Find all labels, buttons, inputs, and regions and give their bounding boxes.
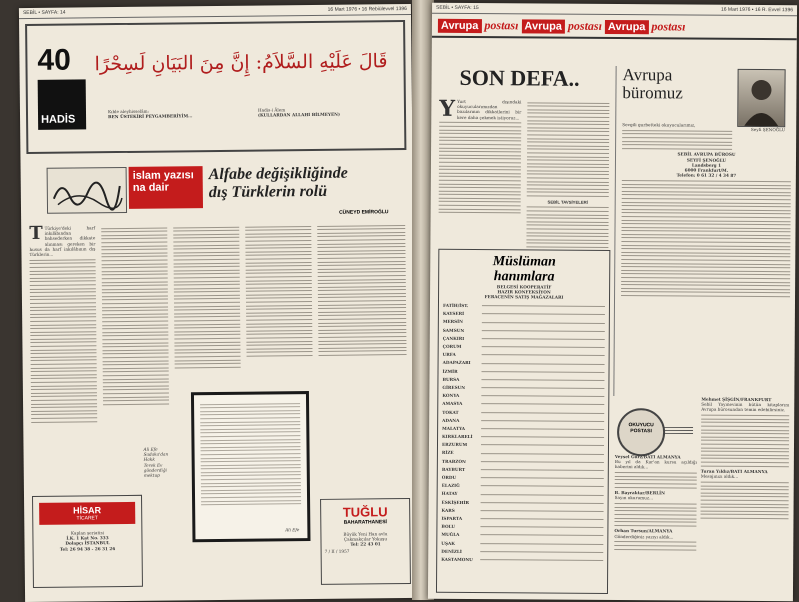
buromuz-address bbox=[622, 151, 791, 178]
drop-cap: T bbox=[29, 222, 43, 244]
city-address-line bbox=[480, 535, 603, 537]
letter-date: 7 / II / 1957 bbox=[324, 548, 350, 554]
city-name: BOLU bbox=[441, 523, 456, 530]
stamp-line1: OKUYUCU bbox=[628, 422, 654, 429]
son-defa-column-1 bbox=[439, 95, 522, 216]
hisar-ad-line1: Kaplan şeriatisi bbox=[70, 530, 105, 536]
left-caption-1: Kıble aleyhisselâm: bbox=[107, 108, 150, 115]
city-address-line bbox=[480, 526, 603, 528]
buromuz-title-1: Avrupa bbox=[622, 65, 673, 85]
city-name: RİZE bbox=[441, 450, 454, 456]
city-name: TRABZON bbox=[441, 458, 466, 464]
letter-handwriting bbox=[200, 403, 301, 506]
buromuz-phone: Telefon: 0 61 32 / 4 34 87 bbox=[676, 172, 737, 179]
hisar-ad bbox=[32, 495, 143, 588]
banner-word-2: postası bbox=[484, 18, 519, 33]
portrait-photo bbox=[737, 69, 785, 127]
letters-column-left bbox=[614, 454, 697, 553]
muslim-ad-list-title: FERACENİN SATIŞ MAĞAZALARI bbox=[484, 294, 564, 301]
buromuz-street: Landsberg 1 bbox=[691, 162, 722, 168]
tuglu-ad-line3: Tel: 22 43 01 bbox=[350, 541, 381, 548]
logo-black-block bbox=[38, 79, 87, 129]
city-list bbox=[441, 301, 605, 564]
city-name: ADANA bbox=[442, 417, 460, 423]
son-defa-column-2 bbox=[526, 99, 609, 250]
city-name: ESKİŞEHİR bbox=[441, 499, 470, 505]
city-address-line bbox=[481, 510, 604, 512]
city-name: ORDU bbox=[441, 474, 457, 480]
city-name: MERSİN bbox=[442, 319, 463, 325]
stamp-line2: POSTASI bbox=[630, 428, 652, 435]
side-note bbox=[144, 446, 184, 478]
city-name: GİRESUN bbox=[442, 384, 466, 390]
city-address-line bbox=[482, 305, 605, 307]
city-address-line bbox=[481, 395, 604, 397]
city-name: FATİH/İST. bbox=[442, 302, 469, 309]
city-address-line bbox=[481, 469, 604, 471]
city-name: KARS bbox=[441, 507, 455, 513]
city-address-line bbox=[481, 494, 604, 496]
article-badge: islam yazısı na dair bbox=[129, 166, 203, 209]
muslim-title-2: hanımlara bbox=[493, 269, 555, 285]
forty-hadith-logo bbox=[37, 43, 88, 140]
city-name: ÇORUM bbox=[442, 343, 462, 349]
buromuz-person: SEYFİ ŞENOĞLU bbox=[686, 157, 727, 163]
side-note-4: Terek Ev bbox=[143, 462, 163, 468]
banner-word-3: Avrupa bbox=[521, 19, 565, 33]
arabic-calligraphy: قَالَ عَلَيْهِ السَّلاَمُ: إِنَّ مِنَ البَيَانِ لَسِحْرًا bbox=[94, 50, 388, 76]
left-newspaper-page bbox=[19, 4, 417, 602]
city-address-line bbox=[481, 477, 604, 479]
city-address-line bbox=[482, 330, 605, 332]
tuglu-ad-sub: BAHARATHANESİ bbox=[343, 519, 387, 526]
city-address-line bbox=[480, 543, 603, 545]
right-header-left: SEBİL • SAYFA: 15 bbox=[436, 4, 479, 12]
city-address-line bbox=[482, 346, 605, 348]
hisar-ad-sub: TİCARET bbox=[76, 515, 98, 522]
son-defa-title: SON DEFA.. bbox=[459, 64, 580, 91]
article-author: CÜNEYD EMİROĞLU bbox=[339, 209, 389, 216]
hisar-ad-line4: Tel: 26 94 38 - 26 31 26 bbox=[59, 545, 116, 552]
left-caption-2: BEN ÜSTEKİRİ PEYGAMBERİYİM... bbox=[108, 113, 193, 120]
hisar-ad-line2: İ.K. 1 Kat No. 333 bbox=[66, 535, 109, 541]
letter-1-text: Bu yıl da Kur'an kursu açıldığı haberini aldık... bbox=[614, 459, 697, 470]
city-address-line bbox=[481, 428, 604, 430]
banner-word-1: Avrupa bbox=[438, 18, 482, 32]
city-name: MALATYA bbox=[442, 425, 466, 431]
city-address-line bbox=[481, 444, 604, 446]
side-note-2: Sadaka'dan bbox=[143, 451, 169, 457]
left-header-center: 16 Mart 1976 • 16 Rebiülevvel 1396 bbox=[327, 6, 407, 13]
city-address-line bbox=[481, 485, 604, 487]
city-name: İZMİR bbox=[442, 368, 458, 374]
letters-column-right bbox=[700, 397, 789, 522]
city-address-line bbox=[482, 313, 605, 315]
son-defa-dropcap: Y bbox=[439, 95, 456, 122]
letter-3-name: Turan Yıldız/BATI ALMANYA bbox=[700, 468, 768, 475]
letter-facsimile bbox=[191, 391, 311, 542]
letter-4-text: Gönderdiğiniz yazıyı aldık... bbox=[614, 533, 674, 539]
muslim-title-1: Müslüman bbox=[492, 254, 556, 270]
side-note-6: mektup bbox=[143, 472, 160, 478]
letter-0-name: Mehmet ŞİŞGİN/FRANKFURT bbox=[701, 396, 772, 403]
city-address-line bbox=[481, 436, 604, 438]
side-note-1: Ali Efe bbox=[143, 446, 158, 452]
city-name: SAMSUN bbox=[442, 327, 465, 333]
city-row bbox=[441, 555, 603, 564]
article-title-line1: Alfabe değişikliğinde bbox=[208, 164, 348, 184]
letter-2-text: Sayın okurumuz... bbox=[614, 495, 654, 501]
avrupa-postasi-banner bbox=[432, 14, 797, 41]
city-address-line bbox=[482, 322, 605, 324]
right-caption-2: (KULLARDAN ALLAHI BİLMEYEN) bbox=[258, 111, 340, 118]
city-address-line bbox=[480, 559, 603, 561]
city-name: UŞAK bbox=[441, 540, 455, 546]
muslim-ad-title bbox=[443, 254, 605, 285]
buromuz-city: 6000 Frankfurt/M. bbox=[684, 167, 729, 173]
article-title-line2: dış Türklerin rolü bbox=[208, 182, 328, 202]
article-column-5 bbox=[317, 222, 406, 358]
city-address-line bbox=[481, 453, 604, 455]
article-title bbox=[209, 164, 409, 202]
city-address-line bbox=[482, 354, 605, 356]
article-column-3 bbox=[173, 224, 241, 371]
hadith-box bbox=[25, 20, 406, 154]
city-address-line bbox=[481, 412, 604, 414]
article-column-1 bbox=[29, 222, 97, 425]
city-name: ELAZIĞ bbox=[441, 483, 460, 489]
city-address-line bbox=[481, 461, 604, 463]
hisar-ad-banner bbox=[39, 502, 135, 525]
right-caption-1: Hadis-i Âlem bbox=[257, 107, 286, 113]
letter-3-text: Mesajınızı aldık... bbox=[700, 473, 739, 480]
letter-0-text: Sebil Yayınevinin bütün kitaplarını Avrupa bürosundan temin edebilirsiniz. bbox=[701, 401, 790, 413]
buromuz-intro: Sevgili gurbetteki okuyucularımız, bbox=[622, 122, 696, 128]
city-name: AMASYA bbox=[442, 401, 463, 407]
tuglu-ad-line1: Büyük Yeni Han avlu bbox=[343, 531, 388, 537]
side-note-5: gönderdiği bbox=[143, 467, 167, 473]
city-name: KAYSERİ bbox=[442, 311, 465, 317]
city-address-line bbox=[482, 371, 605, 373]
right-newspaper-page bbox=[428, 3, 797, 602]
city-address-line bbox=[482, 338, 605, 340]
city-name: BURSA bbox=[442, 376, 460, 382]
hisar-ad-line3: Dolapçı İSTANBUL bbox=[65, 540, 110, 547]
tuglu-ad-address bbox=[321, 531, 409, 548]
left-page-header bbox=[19, 4, 411, 19]
city-name: DENİZLİ bbox=[441, 548, 462, 554]
avrupa-buromuz-box bbox=[613, 66, 791, 397]
city-name: ERZURUM bbox=[441, 442, 468, 448]
city-name: KASTAMONU bbox=[441, 556, 473, 562]
tuglu-ad bbox=[320, 498, 411, 585]
city-name: BAYBURT bbox=[441, 466, 466, 472]
city-address-line bbox=[482, 363, 605, 365]
city-address-line bbox=[481, 404, 604, 406]
banner-word-4: postası bbox=[567, 18, 603, 33]
reader-post-stamp bbox=[617, 408, 665, 456]
banner-word-5: Avrupa bbox=[605, 19, 649, 33]
city-address-line bbox=[480, 551, 603, 553]
calligraphy-thumbnail bbox=[47, 167, 127, 214]
son-defa-lead: Yurt dışındaki okuyucularımızdan bazılarının dikkatlerini bir kere daha çekmek istiyoruz... bbox=[456, 98, 522, 120]
letter-4-name: Orhan Tursun/ALMANYA bbox=[614, 528, 673, 534]
city-address-line bbox=[481, 387, 604, 389]
article-column-2 bbox=[101, 225, 169, 408]
hisar-ad-name: HİSAR bbox=[73, 505, 102, 516]
buromuz-office: SEBİL AVRUPA BÜROSU bbox=[677, 151, 736, 158]
city-name: ADAPAZARI bbox=[442, 360, 471, 366]
letter-signature: Ali Efe bbox=[285, 526, 300, 533]
son-defa-subhead: SEBİL TAVSİYELERİ bbox=[547, 199, 588, 205]
hadith-left-caption bbox=[108, 108, 193, 119]
city-name: KONYA bbox=[442, 392, 460, 399]
letter-1-name: Veysel Gürz/BATI ALMANYA bbox=[614, 454, 681, 460]
calligraphy-mark-icon bbox=[48, 168, 126, 213]
city-name: HATAY bbox=[441, 491, 458, 497]
city-address-line bbox=[481, 379, 604, 381]
person-photo-icon bbox=[738, 70, 784, 126]
logo-word: HADİS bbox=[41, 113, 76, 126]
city-name: MUĞLA bbox=[441, 532, 460, 538]
city-address-line bbox=[481, 502, 604, 504]
article-lead: Türkiye'deki harf inkılâbından bahsederken dikkate alınması gereken bir husus da harf inkılâbının dış Türklerin... bbox=[29, 225, 96, 257]
city-name: URFA bbox=[442, 352, 456, 358]
city-address-line bbox=[481, 420, 604, 422]
muslim-ad-desc: BELGESİ KOOPERATİF bbox=[496, 284, 552, 290]
hadith-right-caption bbox=[258, 107, 340, 118]
city-name: ISPARTA bbox=[441, 515, 463, 521]
city-name: KIRKLARELİ bbox=[442, 433, 473, 440]
tuglu-ad-name: TUĞLU bbox=[342, 504, 388, 520]
buromuz-title-2: büromuz bbox=[622, 83, 683, 103]
banner-word-6: postası bbox=[651, 19, 686, 34]
hisar-ad-address bbox=[33, 530, 141, 552]
portrait-caption: Seyfi ŞENOĞLU bbox=[750, 126, 786, 133]
city-name: TOKAT bbox=[442, 409, 459, 415]
article-column-4 bbox=[245, 223, 312, 359]
logo-number: 40 bbox=[37, 43, 71, 77]
city-name: ÇANKIRI bbox=[442, 335, 465, 341]
right-header-right: 16 Mart 1976 • 16 R. Evvel 1396 bbox=[720, 6, 794, 14]
letter-2-name: B. Bayraktar/BERLİN bbox=[614, 490, 665, 496]
side-note-3: Hakk bbox=[143, 457, 155, 463]
tuglu-ad-line2: Çakmakçılar Yokuşu bbox=[343, 536, 388, 542]
city-address-line bbox=[480, 518, 603, 520]
muslim-ad-shop: HAZIR KONFEKSİYON bbox=[497, 289, 551, 295]
muslim-women-ad bbox=[436, 249, 610, 594]
left-header-left: SEBİL • SAYFA: 14 bbox=[22, 9, 66, 17]
stamp-lines-icon bbox=[663, 422, 693, 432]
